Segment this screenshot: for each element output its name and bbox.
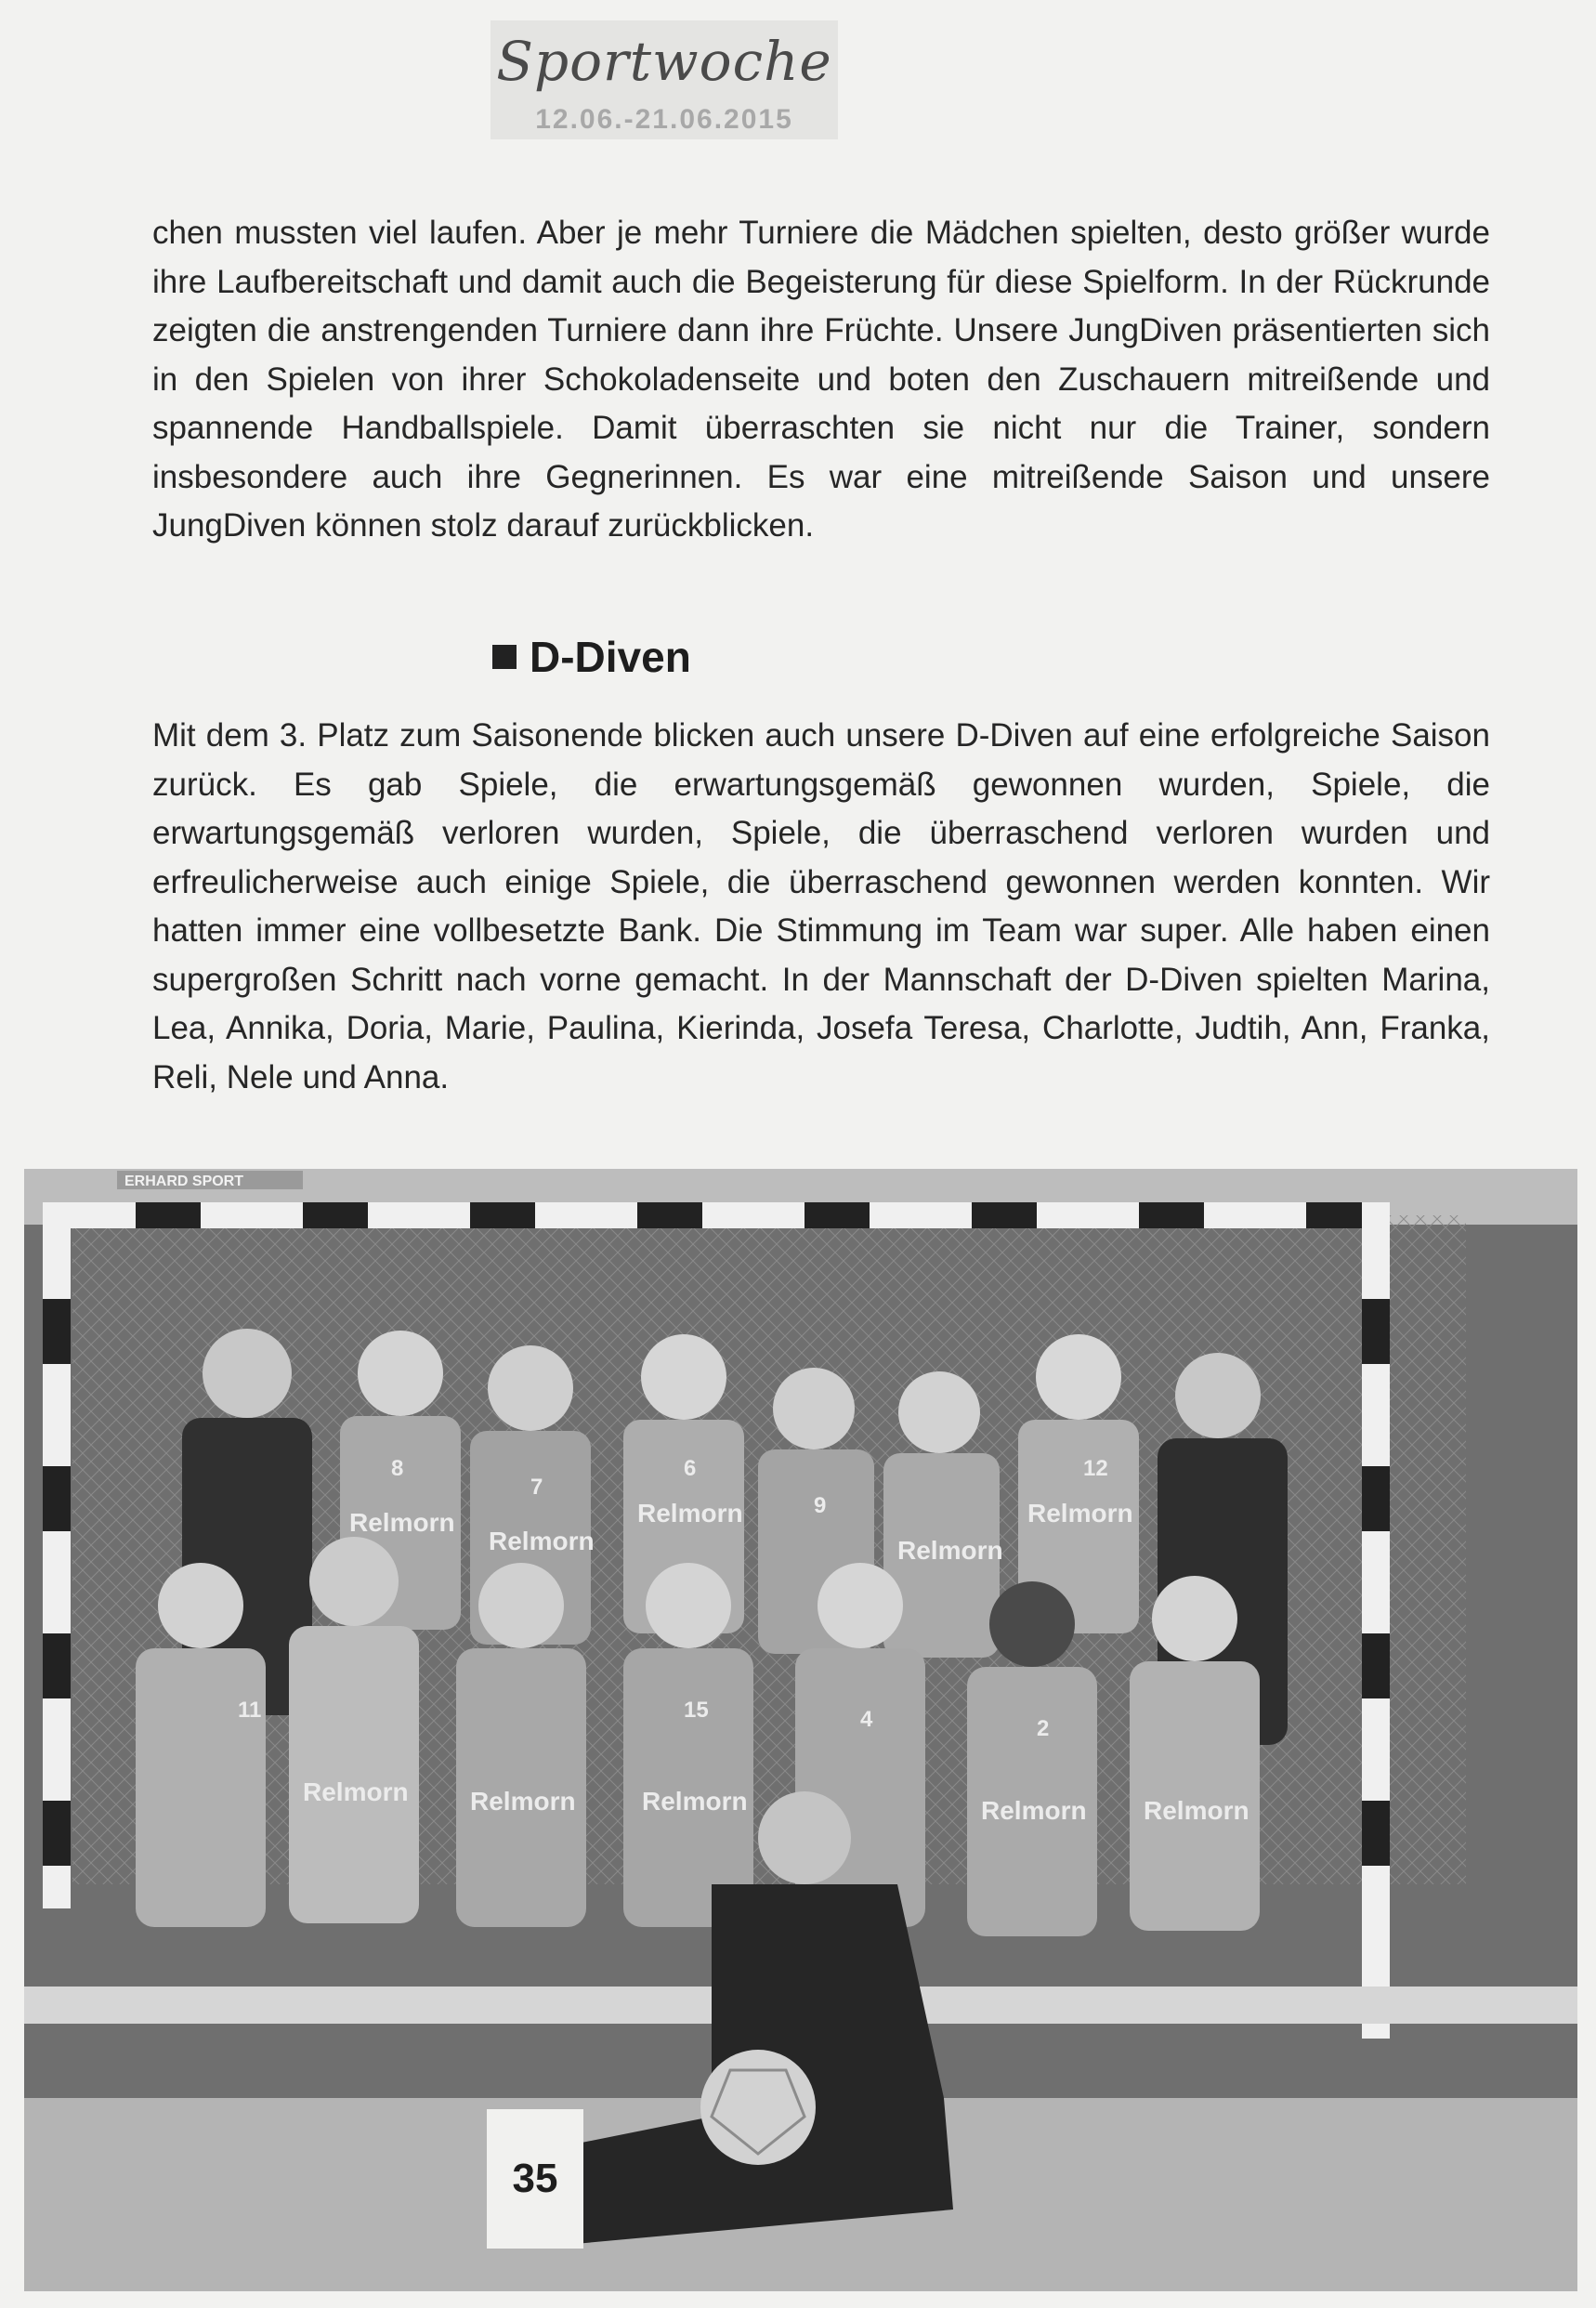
goal-post-right bbox=[1362, 1202, 1390, 2039]
shirt-print: Relmorn bbox=[1144, 1796, 1249, 1825]
shirt-print: Relmorn bbox=[489, 1527, 595, 1555]
team-photo bbox=[24, 1169, 1577, 2291]
shirt-print: Relmorn bbox=[637, 1499, 743, 1528]
section-heading bbox=[492, 632, 691, 682]
handball-icon bbox=[700, 2050, 816, 2165]
goal-post-left bbox=[43, 1202, 71, 1908]
publication-logo: Sportwoche bbox=[496, 30, 832, 93]
square-bullet-icon bbox=[492, 645, 517, 669]
shirt-print: Relmorn bbox=[349, 1508, 455, 1537]
section-heading-text: D-Diven bbox=[530, 633, 691, 681]
intro-paragraph: chen mussten viel laufen. Aber je mehr Turniere die Mädchen spielten, desto größer wurde ihre Laufbereitschaft und damit auch die Begeisterung für diese Spielform. In der Rückrunde zeigten die anstrengenden Turniere dann ihre Früchte. Unsere JungDiven präsentierten sich in den Spielen von ihrer Schokoladenseite und boten den Zuschauern mitreißende und spannende Handballspiele. Damit überraschten sie nicht nur die Trainer, sondern insbesondere auch ihre Gegnerinnen. Es war eine mitreißende Saison und unsere JungDiven können stolz darauf zurückblicken. bbox=[152, 215, 1490, 544]
team-photo-illustration bbox=[24, 1169, 1577, 2291]
jersey-number: 15 bbox=[684, 1698, 709, 1723]
jersey-number: 6 bbox=[684, 1456, 697, 1481]
jersey-number: 9 bbox=[814, 1493, 827, 1518]
jersey-number: 2 bbox=[1037, 1716, 1050, 1741]
shirt-print: Relmorn bbox=[303, 1777, 409, 1806]
d-diven-paragraph: Mit dem 3. Platz zum Saisonende blicken auch unsere D-Diven auf eine erfolgreiche Saison zurück. Es gab Spiele, die erwartungsgemäß gewonnen wurden, Spiele, die erwartungsgemäß verloren wurden, Spiele, die überraschend verloren wurden und erfreulicherweise auch einige Spiele, die überraschend gewonnen werden konnten. Wir hatten immer eine vollbesetzte Bank. Die Stimmung im Team war super. Alle haben einen supergroßen Schritt nach vorne gemacht. In der Mannschaft der D-Diven spielten Marina, Lea, Annika, Doria, Marie, Paulina, Kierinda, Josefa Teresa, Charlotte, Judtih, Ann, Franka, Reli, Nele und Anna. bbox=[152, 717, 1490, 1095]
sponsor-banner-text: ERHARD SPORT bbox=[124, 1174, 244, 1189]
shirt-print: Relmorn bbox=[642, 1787, 748, 1816]
shirt-print: Relmorn bbox=[897, 1536, 1003, 1565]
jersey-number: 4 bbox=[860, 1707, 873, 1732]
shirt-print: Relmorn bbox=[1027, 1499, 1133, 1528]
shirt-print: Relmorn bbox=[981, 1796, 1087, 1825]
jersey-number: 11 bbox=[238, 1698, 262, 1723]
shirt-print: Relmorn bbox=[470, 1787, 576, 1816]
page-number: 35 bbox=[487, 2109, 583, 2249]
goal-crossbar bbox=[43, 1202, 1380, 1228]
issue-date-range: 12.06.-21.06.2015 bbox=[535, 104, 793, 135]
jersey-number: 12 bbox=[1083, 1456, 1108, 1481]
jersey-number: 8 bbox=[391, 1456, 404, 1481]
masthead bbox=[491, 20, 838, 139]
jersey-number: 7 bbox=[530, 1475, 543, 1500]
